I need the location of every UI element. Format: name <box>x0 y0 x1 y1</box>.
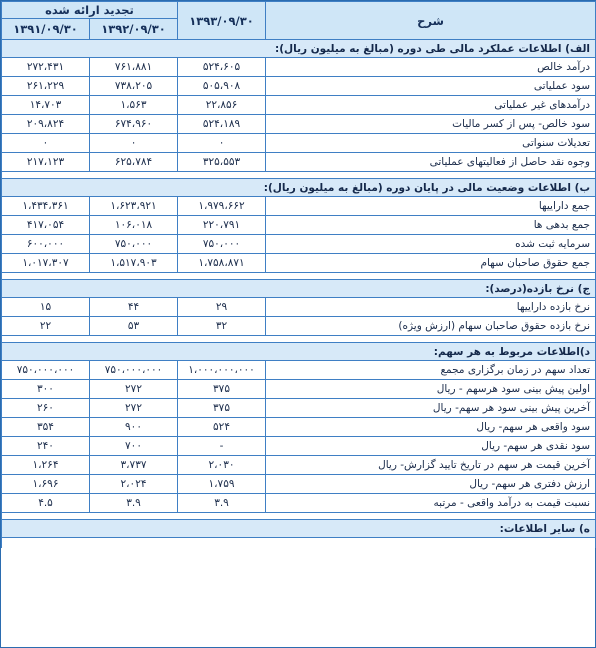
row-label: سود عملیاتی <box>266 77 596 96</box>
value-1392: ۳،۷۳۷ <box>90 456 178 475</box>
section-spacer <box>2 273 596 280</box>
value-1391: ۲۷۲،۴۳۱ <box>2 58 90 77</box>
col-header-1393: ۱۳۹۳/۰۹/۳۰ <box>178 2 266 40</box>
value-1391: ۱،۰۱۷،۳۰۷ <box>2 254 90 273</box>
value-1393: ۲۲۰،۷۹۱ <box>178 216 266 235</box>
table-row <box>2 235 596 254</box>
row-label: تعدیلات سنواتی <box>266 134 596 153</box>
value-1392: ۴۴ <box>90 298 178 317</box>
table-row <box>2 437 596 456</box>
value-1392: ۱،۶۲۳،۹۲۱ <box>90 197 178 216</box>
row-label: درآمد خالص <box>266 58 596 77</box>
value-1393: ۵۲۴ <box>178 418 266 437</box>
section-header <box>2 40 596 58</box>
value-1391: ۱۴،۷۰۳ <box>2 96 90 115</box>
value-1392: ۵۳ <box>90 317 178 336</box>
section-title: ب) اطلاعات وضعیت مالی در پایان دوره (مبالغ به میلیون ریال): <box>2 179 596 197</box>
section-header <box>2 520 596 538</box>
value-1393: ۵۲۴،۶۰۵ <box>178 58 266 77</box>
value-1391: ۴.۵ <box>2 494 90 513</box>
value-1393: ۳۷۵ <box>178 380 266 399</box>
value-1392: ۲،۰۲۴ <box>90 475 178 494</box>
table-row <box>2 197 596 216</box>
restated-group-header: تجدید ارائه شده <box>2 2 178 19</box>
value-1391: ۷۵۰،۰۰۰،۰۰۰ <box>2 361 90 380</box>
value-1392: ۰ <box>90 134 178 153</box>
table-row <box>2 475 596 494</box>
section-header <box>2 179 596 197</box>
value-1393: ۱،۹۷۹،۶۶۲ <box>178 197 266 216</box>
value-1393: - <box>178 437 266 456</box>
section-title: ج) نرخ بازده(درصد): <box>2 280 596 298</box>
value-1391: ۰ <box>2 134 90 153</box>
section-title: د)اطلاعات مربوط به هر سهم: <box>2 343 596 361</box>
col-header-description: شرح <box>266 2 596 40</box>
value-1392: ۲۷۲ <box>90 380 178 399</box>
table-row <box>2 298 596 317</box>
section-header <box>2 280 596 298</box>
value-1392: ۷۳۸،۲۰۵ <box>90 77 178 96</box>
value-1392: ۳.۹ <box>90 494 178 513</box>
row-label: نرخ بازده داراییها <box>266 298 596 317</box>
value-1393: ۵۰۵،۹۰۸ <box>178 77 266 96</box>
value-1391: ۲۴۰ <box>2 437 90 456</box>
value-1391: ۲۱۷،۱۲۳ <box>2 153 90 172</box>
row-label: سود خالص- پس از کسر مالیات <box>266 115 596 134</box>
value-1393: ۳.۹ <box>178 494 266 513</box>
row-label: نرخ بازده حقوق صاحبان سهام (ارزش ویژه) <box>266 317 596 336</box>
value-1392: ۱،۵۶۳ <box>90 96 178 115</box>
table-row <box>2 153 596 172</box>
table-row <box>2 216 596 235</box>
row-label: درآمدهای غیر عملیاتی <box>266 96 596 115</box>
table-row <box>2 254 596 273</box>
value-1392: ۶۲۵،۷۸۴ <box>90 153 178 172</box>
table-row <box>2 134 596 153</box>
value-1392: ۷۵۰،۰۰۰ <box>90 235 178 254</box>
value-1391: ۱،۴۳۴،۳۶۱ <box>2 197 90 216</box>
value-1393: ۱،۷۵۹ <box>178 475 266 494</box>
value-1393: ۰ <box>178 134 266 153</box>
table-row <box>2 456 596 475</box>
row-label: جمع بدهی ها <box>266 216 596 235</box>
value-1391: ۲۰۹،۸۲۴ <box>2 115 90 134</box>
row-label: سود نقدی هر سهم- ریال <box>266 437 596 456</box>
value-1393: ۵۲۴،۱۸۹ <box>178 115 266 134</box>
table-row <box>2 380 596 399</box>
value-1391: ۳۰۰ <box>2 380 90 399</box>
section-spacer <box>2 336 596 343</box>
table-row <box>2 494 596 513</box>
table-row <box>2 418 596 437</box>
row-label: تعداد سهم در زمان برگزاری مجمع <box>266 361 596 380</box>
row-label: جمع داراییها <box>266 197 596 216</box>
row-label: سرمایه ثبت شده <box>266 235 596 254</box>
value-1393: ۷۵۰،۰۰۰ <box>178 235 266 254</box>
value-1391: ۱،۶۹۶ <box>2 475 90 494</box>
value-1393: ۳۲ <box>178 317 266 336</box>
table-body <box>2 40 596 548</box>
table-row <box>2 115 596 134</box>
col-header-1391: ۱۳۹۱/۰۹/۳۰ <box>2 19 90 40</box>
value-1392: ۷۶۱،۸۸۱ <box>90 58 178 77</box>
table-row <box>2 399 596 418</box>
value-1392: ۷۰۰ <box>90 437 178 456</box>
value-1391: ۱۵ <box>2 298 90 317</box>
table-row <box>2 317 596 336</box>
value-1393: ۲۲،۸۵۶ <box>178 96 266 115</box>
row-label: نسبت قیمت به درآمد واقعی - مرتبه <box>266 494 596 513</box>
row-label: ارزش دفتری هر سهم- ریال <box>266 475 596 494</box>
section-spacer <box>2 513 596 520</box>
value-1392: ۱۰۶،۰۱۸ <box>90 216 178 235</box>
section-title: ه) سایر اطلاعات: <box>2 520 596 538</box>
value-1391: ۴۱۷،۰۵۴ <box>2 216 90 235</box>
value-1393: ۲۹ <box>178 298 266 317</box>
value-1391: ۳۵۴ <box>2 418 90 437</box>
value-1393: ۲،۰۳۰ <box>178 456 266 475</box>
row-label: اولین پیش بینی سود هرسهم - ریال <box>266 380 596 399</box>
value-1393: ۱،۷۵۸،۸۷۱ <box>178 254 266 273</box>
table-row <box>2 361 596 380</box>
section-spacer <box>2 172 596 179</box>
section-header <box>2 343 596 361</box>
value-1392: ۹۰۰ <box>90 418 178 437</box>
value-1391: ۲۶۱،۲۲۹ <box>2 77 90 96</box>
value-1391: ۲۲ <box>2 317 90 336</box>
table-row <box>2 77 596 96</box>
financial-summary-table <box>1 1 596 548</box>
value-1393: ۳۷۵ <box>178 399 266 418</box>
row-label: آخرین پیش بینی سود هر سهم- ریال <box>266 399 596 418</box>
value-1391: ۱،۲۶۴ <box>2 456 90 475</box>
value-1392: ۲۷۲ <box>90 399 178 418</box>
value-1393: ۳۲۵،۵۵۳ <box>178 153 266 172</box>
value-1391: ۲۶۰ <box>2 399 90 418</box>
value-1392: ۷۵۰،۰۰۰،۰۰۰ <box>90 361 178 380</box>
row-label: وجوه نقد حاصل از فعالیتهای عملیاتی <box>266 153 596 172</box>
value-1392: ۶۷۴،۹۶۰ <box>90 115 178 134</box>
value-1393: ۱،۰۰۰،۰۰۰،۰۰۰ <box>178 361 266 380</box>
row-label: جمع حقوق صاحبان سهام <box>266 254 596 273</box>
value-1392: ۱،۵۱۷،۹۰۳ <box>90 254 178 273</box>
row-label: آخرین قیمت هر سهم در تاریخ تایید گزارش- ریال <box>266 456 596 475</box>
section-title: الف) اطلاعات عملکرد مالی طی دوره (مبالغ به میلیون ریال): <box>2 40 596 58</box>
value-1391: ۶۰۰،۰۰۰ <box>2 235 90 254</box>
table-row <box>2 96 596 115</box>
row-label: سود واقعی هر سهم- ریال <box>266 418 596 437</box>
table-row <box>2 58 596 77</box>
empty-section-area <box>2 538 596 548</box>
col-header-1392: ۱۳۹۲/۰۹/۳۰ <box>90 19 178 40</box>
